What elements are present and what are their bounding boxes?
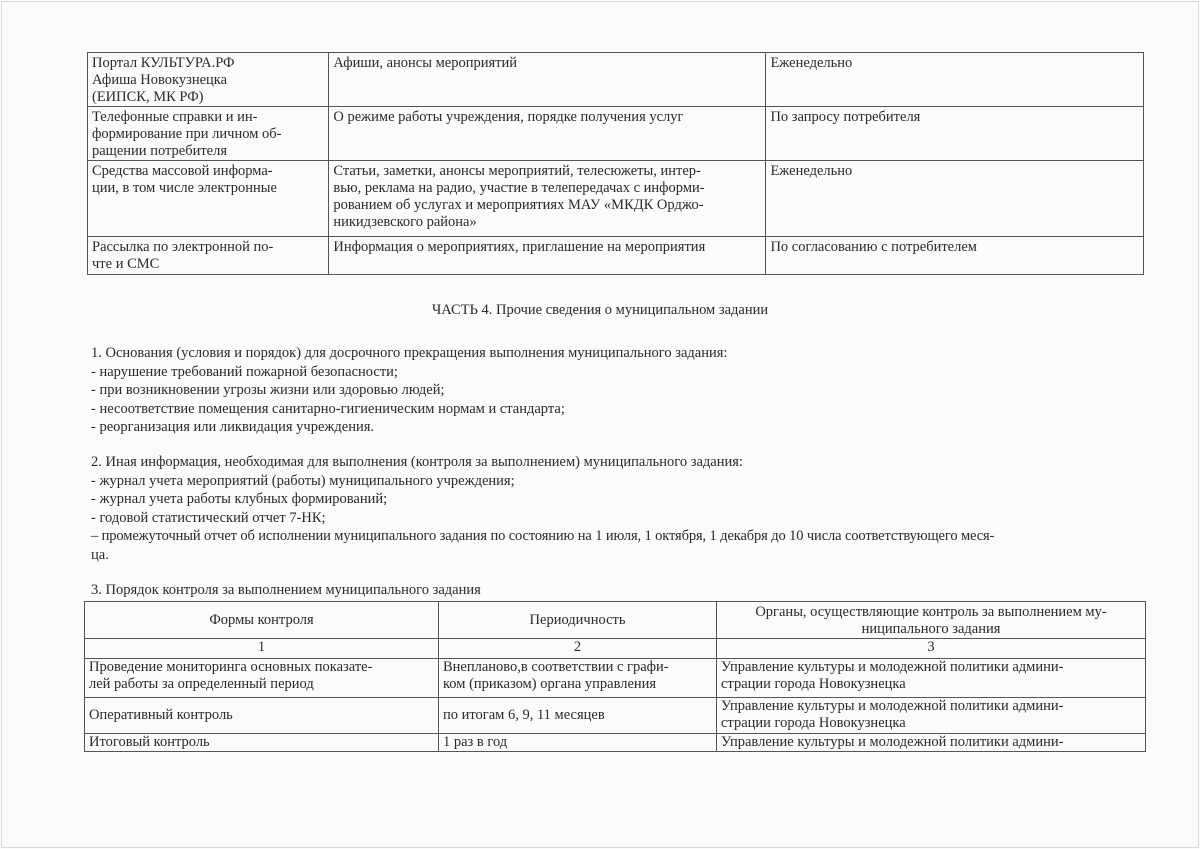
section-heading: 2. Иная информация, необходимая для выполнения (контроля за выполнением) муниципального задания: — [91, 454, 743, 470]
content-cell: Статьи, заметки, анонсы мероприятий, телесюжеты, интер- вью, реклама на радио, участие в телепередачах с информи- рованием об услугах и мероприятиях МАУ «МКДК Орджо- никидзевского района» — [329, 161, 766, 237]
list-item: - журнал учета мероприятий (работы) муниципального учреждения; — [91, 472, 515, 489]
content-cell: Информация о мероприятиях, приглашение на мероприятия — [329, 237, 766, 275]
method-cell: Портал КУЛЬТУРА.РФ Афиша Новокузнецка (ЕИПСК, МК РФ) — [88, 53, 329, 107]
list-item: - реорганизация или ликвидация учреждения. — [91, 419, 375, 435]
list-item: - журнал учета работы клубных формирований; — [91, 491, 388, 507]
table-row — [85, 659, 1146, 698]
control-procedure-table — [84, 601, 1146, 752]
section-heading: 1. Основания (условия и порядок) для досрочного прекращения выполнения муниципального задания: — [91, 345, 728, 361]
information-methods-table — [87, 52, 1144, 275]
column-number-row — [85, 639, 1146, 659]
column-number: 3 — [717, 639, 1146, 659]
part-title: ЧАСТЬ 4. Прочие сведения о муниципальном задании — [431, 302, 769, 318]
table-row — [88, 107, 1144, 161]
organ-cell: Управление культуры и молодежной политики админи- — [717, 734, 1146, 752]
column-number: 1 — [85, 639, 439, 659]
column-header: Периодичность — [439, 602, 717, 639]
table-row — [88, 161, 1144, 237]
section-termination-grounds — [91, 344, 1151, 437]
table-row — [88, 53, 1144, 107]
frequency-cell: Еженедельно — [766, 53, 1144, 107]
list-item: - несоответствие помещения санитарно-гигиеническим нормам и стандарта; — [91, 400, 565, 417]
list-item: - нарушение требований пожарной безопасности; — [91, 363, 398, 380]
table-row — [85, 698, 1146, 734]
form-cell: Оперативный контроль — [85, 698, 439, 734]
section-heading: 3. Порядок контроля за выполнением муниципального задания — [91, 582, 481, 598]
table-row — [85, 734, 1146, 752]
period-cell: Внепланово,в соответствии с графи- ком (приказом) органа управления — [439, 659, 717, 698]
list-item: - годовой статистический отчет 7-НК; — [91, 509, 326, 526]
frequency-cell: По согласованию с потребителем — [766, 237, 1144, 275]
list-item: ца. — [91, 546, 109, 563]
column-number: 2 — [439, 639, 717, 659]
organ-cell: Управление культуры и молодежной политики админи- страции города Новокузнецка — [717, 659, 1146, 698]
frequency-cell: Еженедельно — [766, 161, 1144, 237]
list-item: – промежуточный отчет об исполнении муниципального задания по состоянию на 1 июля, 1 октября, 1 декабря до 10 числа соответствующего меся- — [91, 528, 995, 544]
method-cell: Рассылка по электронной по- чте и СМС — [88, 237, 329, 275]
list-item: - при возникновении угрозы жизни или здоровью людей; — [91, 382, 445, 398]
column-header: Формы контроля — [85, 602, 439, 639]
method-cell: Средства массовой информа- ции, в том числе электронные — [88, 161, 329, 237]
content-cell: О режиме работы учреждения, порядке получения услуг — [329, 107, 766, 161]
frequency-cell: По запросу потребителя — [766, 107, 1144, 161]
column-header: Органы, осуществляющие контроль за выполнением му- ниципального задания — [717, 602, 1146, 639]
table-row — [88, 237, 1144, 275]
section-other-information — [91, 453, 1151, 564]
method-cell: Телефонные справки и ин- формирование при личном об- ращении потребителя — [88, 107, 329, 161]
table-header-row — [85, 602, 1146, 639]
period-cell: 1 раз в год — [439, 734, 717, 752]
content-cell: Афиши, анонсы мероприятий — [329, 53, 766, 107]
form-cell: Проведение мониторинга основных показате- лей работы за определенный период — [85, 659, 439, 698]
period-cell: по итогам 6, 9, 11 месяцев — [439, 698, 717, 734]
form-cell: Итоговый контроль — [85, 734, 439, 752]
organ-cell: Управление культуры и молодежной политики админи- страции города Новокузнецка — [717, 698, 1146, 734]
